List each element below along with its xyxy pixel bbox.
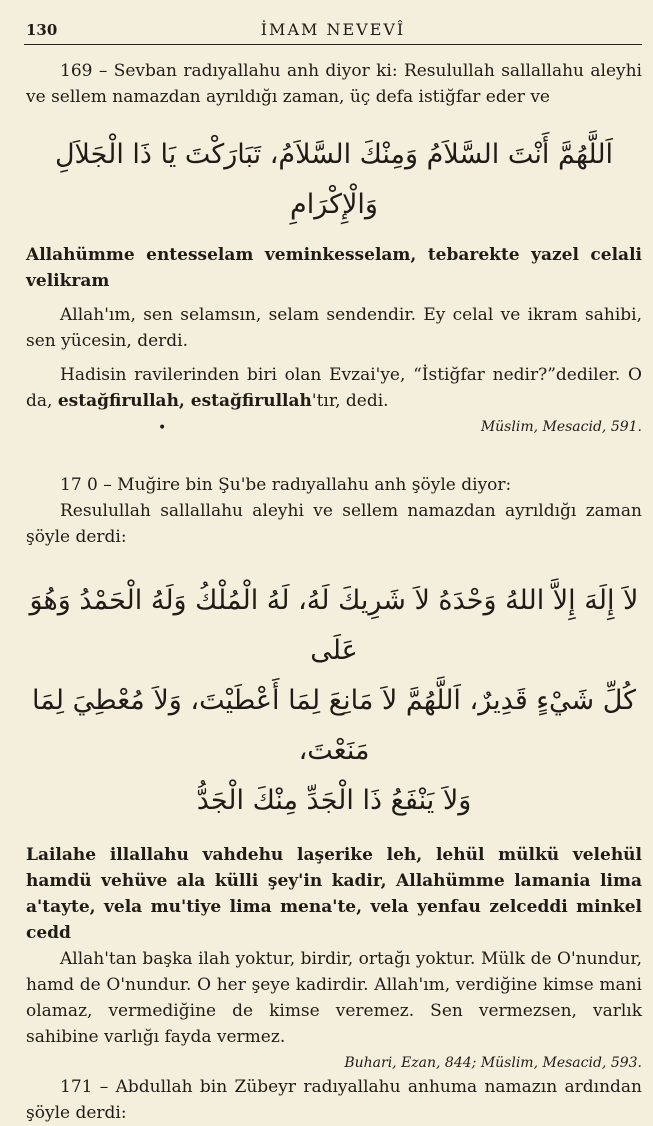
note-text: Hadisin ravilerinden biri olan Evzai'ye, “İstiğfar nedir?”dediler. O da,	[26, 365, 642, 411]
note-bold: estağfirullah, estağfirullah	[57, 391, 312, 411]
arabic-line-2: كُلِّ شَيْءٍ قَدِيرٌ، اَللَّهُمَّ لاَ مَانِعَ لِمَا أَعْطَيْتَ، وَلاَ مُعْطِيَ لِمَا مَنَعْتَ،	[31, 685, 637, 766]
arabic-line-3: وَلاَ يَنْفَعُ ذَا الْجَدِّ مِنْكَ الْجَدُّ	[196, 785, 472, 816]
running-title: İMAM NEVEVÎ	[260, 20, 406, 39]
hadith-170-intro: 17 0 – Muğire bin Şu'be radıyallahu anh şöyle diyor:	[60, 475, 512, 495]
page-number: 130	[26, 21, 58, 39]
hadith-170-intro-2: Resulullah sallallahu aleyhi ve sellem namazdan ayrıldığı zaman şöyle derdi:	[26, 501, 642, 547]
note-end: 'tır, dedi.	[311, 391, 389, 411]
hadith-170-transliteration: Lailahe illallahu vahdehu laşerike leh, lehül mülkü velehül hamdü vehüve ala külli şey'in kadir, Allahümme lamania lima a'tayte, vela mu'tiye lima mena'te, vela yenfau zelceddi minkel cedd	[26, 845, 642, 943]
hadith-169-intro: 169 – Sevban radıyallahu anh diyor ki: Resulullah sallallahu aleyhi ve sellem namazdan ayrıldığı zaman, üç defa istiğfar eder ve	[26, 61, 642, 107]
hadith-169-note	[26, 362, 642, 414]
hadith-169-arabic	[26, 130, 642, 230]
hadith-169-transliteration: Allahümme entesselam veminkesselam, tebarekte yazel celali velikram	[26, 245, 642, 291]
arabic-line-1: لاَ إِلَهَ إِلاَّ اللهُ وَحْدَهُ لاَ شَرِيكَ لَهُ، لَهُ الْمُلْكُ وَلَهُ الْحَمْدُ وَهُوَ عَلَى	[29, 585, 639, 666]
hadith-171-intro: 171 – Abdullah bin Zübeyr radıyallahu anhuma namazın ardından şöyle derdi:	[26, 1077, 642, 1123]
hadith-169-translation: Allah'ım, sen selamsın, selam sendendir. Ey celal ve ikram sahibi, sen yücesin, derdi.	[26, 305, 642, 351]
arabic-line: اَللَّهُمَّ أَنْتَ السَّلاَمُ وَمِنْكَ السَّلاَمُ، تَبَارَكْتَ يَا ذَا الْجَلاَلِ وَالْإِكْرَامِ	[54, 139, 614, 220]
page-header	[24, 18, 642, 45]
page-body	[26, 58, 642, 1126]
dot-mark: •	[158, 420, 167, 436]
hadith-170-translation: Allah'tan başka ilah yoktur, birdir, ortağı yoktur. Mülk de O'nundur, hamd de O'nundur. O her şeye kadirdir. Allah'ım, verdiğine kimse mani olamaz, vermediğine de kimse veremez. Sen vermezsen, varlık sahibine varlığı fayda vermez.	[26, 949, 642, 1047]
hadith-169-source: Müslim, Mesacid, 591.	[480, 419, 642, 435]
hadith-170-arabic	[26, 576, 642, 826]
hadith-170-source: Buhari, Ezan, 844; Müslim, Mesacid, 593.	[344, 1055, 642, 1071]
